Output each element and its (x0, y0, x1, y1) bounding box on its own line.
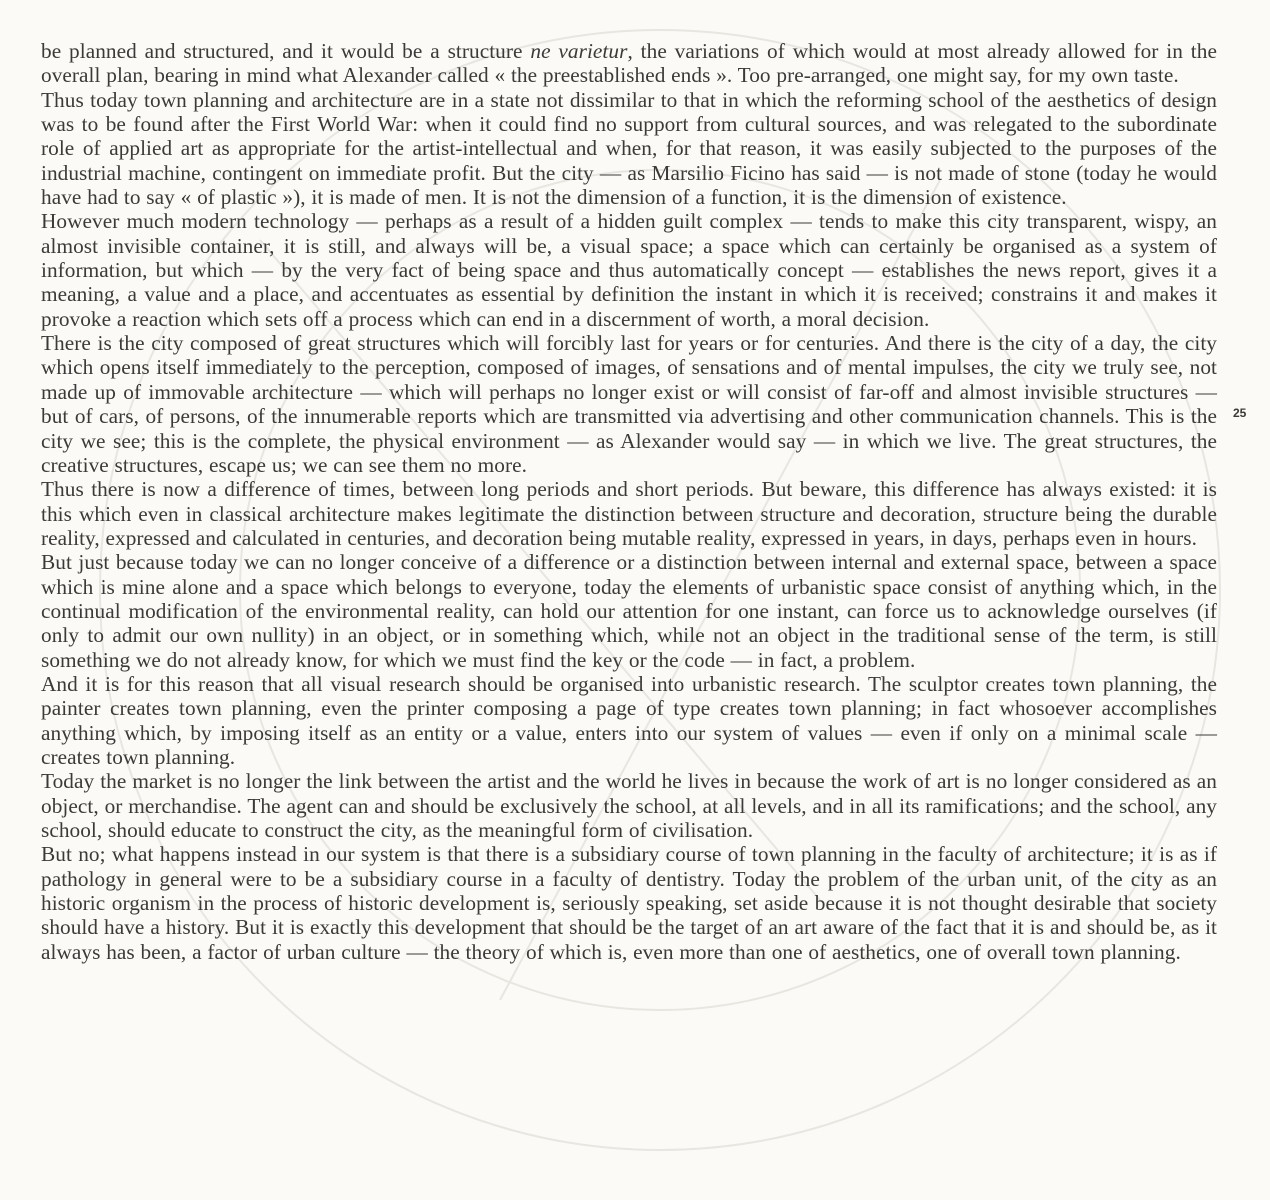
paragraph-9: But no; what happens instead in our system is that there is a subsidiary course of town planning in the faculty of architecture; it is as if pathology in general were to be a subsidiary course in a faculty of dentistry. Today the problem of the urban unit, of the city as an historic organism in the process of historic development is, seriously speaking, set aside because it is not thought desirable that society should have a history. But it is exactly this development that should be the target of an art aware of the fact that it is and should be, as it always has been, a factor of urban culture — the theory of which is, even more than one of aesthetics, one of overall town planning. (41, 842, 1217, 964)
page-number: 25 (1233, 406, 1247, 420)
paragraph-1-start: be planned and structured, and it would be a structure (41, 39, 531, 63)
paragraph-8: Today the market is no longer the link between the artist and the world he lives in because the work of art is no longer considered as an object, or merchandise. The agent can and should be exclusively the school, at all levels, and in all its ramifications; and the school, any school, should educate to construct the city, as the meaningful form of civilisation. (41, 769, 1217, 842)
paragraph-3: However much modern technology — perhaps as a result of a hidden guilt complex — tends to make this city transparent, wispy, an almost invisible container, it is still, and always will be, a visual space; a space which can certainly be organised as a system of information, but which — by the very fact of being space and thus automatically concept — establishes the news report, gives it a meaning, a value and a place, and accentuates as essential by definition the instant in which it is received; constrains it and makes it provoke a reaction which sets off a process which can end in a discernment of worth, a moral decision. (41, 209, 1217, 331)
paragraph-2: Thus today town planning and architecture are in a state not dissimilar to that in which the reforming school of the aesthetics of design was to be found after the First World War: when it could find no support from cultural sources, and was relegated to the subordinate role of applied art as appropriate for the artist-intellectual and when, for that reason, it was easily subjected to the purposes of the industrial machine, contingent on immediate profit. But the city — as Marsilio Ficino has said — is not made of stone (today he would have had to say « of plastic »), it is made of men. It is not the dimension of a function, it is the dimension of existence. (41, 87, 1217, 210)
paragraph-4: There is the city composed of great structures which will forcibly last for years or for centuries. And there is the city of a day, the city which opens itself immediately to the perception, composed of images, of sensations and of mental impulses, the city we truly see, not made up of immovable architecture — which will perhaps no longer exist or will consist of far-off and almost invisible structures — but of cars, of persons, of the innumerable reports which are transmitted via advertising and other communication channels. This is the city we see; this is the complete, the physical environment — as Alexander would say — in which we live. The great structures, the creative structures, escape us; we can see them no more. (41, 331, 1217, 477)
paragraph-7: And it is for this reason that all visual research should be organised into urbanistic research. The sculptor creates town planning, the painter creates town planning, even the printer composing a page of type creates town planning; in fact whosoever accomplishes anything which, by imposing itself as an entity or a value, enters into our system of values — even if only on a minimal scale — creates town planning. (41, 671, 1217, 769)
article-body (41, 39, 1217, 964)
paragraph-1-rest: , the variations of which would at most already allowed for in the overall plan, bearing in mind what Alexander called « the preestablished ends ». Too pre-arranged, one might say, for my own taste. (41, 39, 1217, 88)
paragraph-6: But just because today we can no longer conceive of a difference or a distinction between internal and external space, between a space which is mine alone and a space which belongs to everyone, today the elements of urbanistic space consist of anything which, in the continual modification of the environmental reality, can hold our attention for one instant, can force us to acknowledge ourselves (if only to admit our own nullity) in an object, or in something which, while not an object in the traditional sense of the term, is still something we do not already know, for which we must find the key or the code — in fact, a problem. (41, 550, 1217, 672)
latin-phrase: ne varietur (530, 39, 628, 63)
paragraph-5: Thus there is now a difference of times, between long periods and short periods. But beware, this difference has always existed: it is this which even in classical architecture makes legitimate the distinction between structure and decoration, structure being the durable reality, expressed and calculated in centuries, and decoration being mutable reality, expressed in years, in days, perhaps even in hours. (41, 477, 1217, 550)
paragraph-1 (41, 39, 1217, 88)
